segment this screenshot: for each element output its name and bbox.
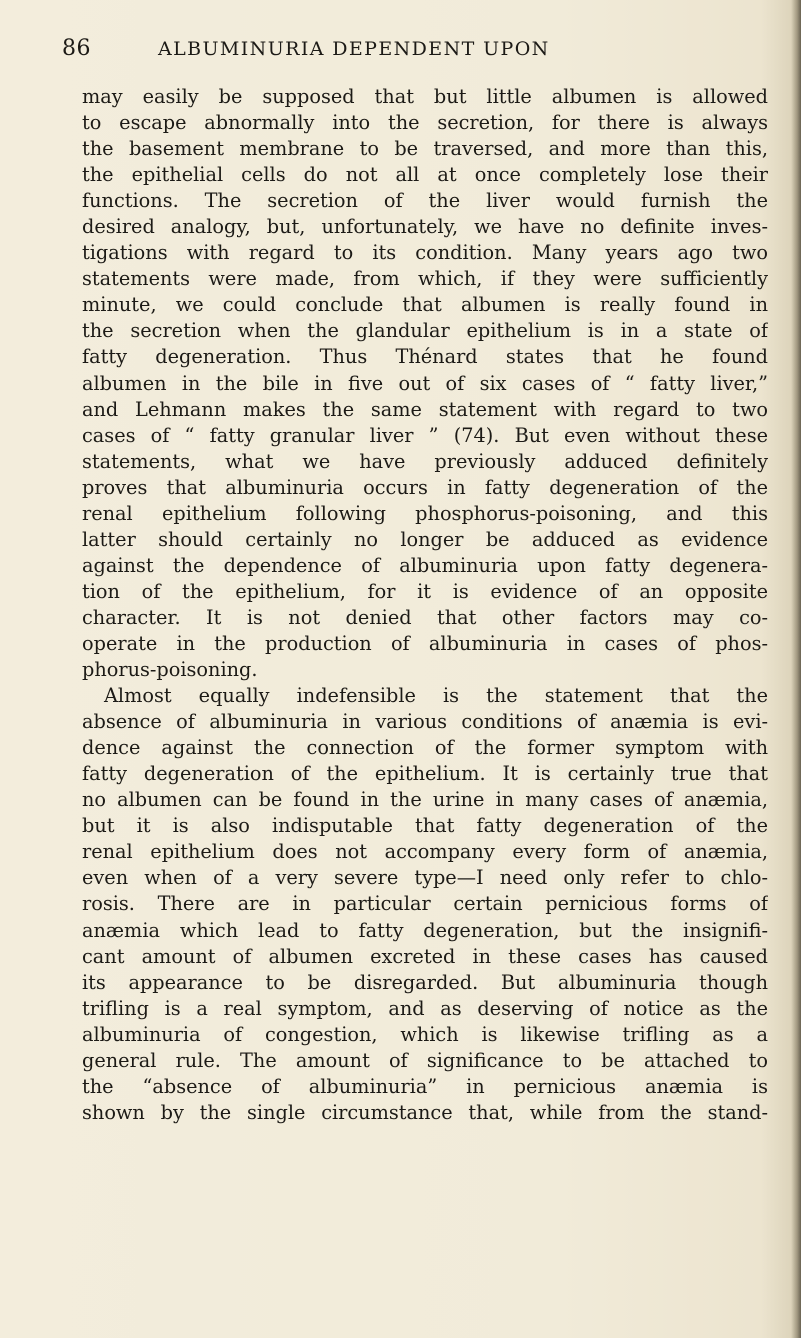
text-line: fatty degeneration. Thus Thénard states that he found xyxy=(82,345,768,369)
text-line: may easily be supposed that but little albumen is allowed xyxy=(82,85,768,108)
text-line: against the dependence of albuminuria upon fatty degenera- xyxy=(82,553,768,577)
text-line: renal epithelium following phosphorus-poisoning, and this xyxy=(82,501,768,525)
text-line: albumen in the bile in five out of six cases of “ fatty liver,” xyxy=(82,371,768,395)
text-line: shown by the single circumstance that, while from the stand- xyxy=(82,1100,768,1124)
body-text xyxy=(82,84,768,1126)
text-line: desired analogy, but, unfortunately, we have no definite inves- xyxy=(82,215,768,239)
text-line: dence against the connection of the former symptom with xyxy=(82,736,768,760)
running-title: ALBUMINURIA DEPENDENT UPON xyxy=(158,38,550,60)
text-line: cases of “ fatty granular liver ” (74). But even without these xyxy=(82,423,768,447)
text-line: statements, what we have previously adduced definitely xyxy=(82,449,768,473)
text-line: minute, we could conclude that albumen is really found in xyxy=(82,293,768,317)
text-line: operate in the production of albuminuria in cases of phos- xyxy=(82,631,768,655)
text-line: phorus-poisoning. xyxy=(82,658,258,682)
text-line: rosis. There are in particular certain pernicious forms of xyxy=(82,892,768,916)
page-number: 86 xyxy=(62,36,91,61)
text-line: character. It is not denied that other factors may co- xyxy=(82,605,768,629)
text-line: anæmia which lead to fatty degeneration, but the insignifi- xyxy=(82,918,768,942)
text-line: the secretion when the glandular epithelium is in a state of xyxy=(82,319,768,343)
text-line: and Lehmann makes the same statement with regard to two xyxy=(82,397,768,421)
text-line: tigations with regard to its condition. Many years ago two xyxy=(82,241,768,265)
page-edge-shadow xyxy=(791,0,801,1338)
page-header xyxy=(62,36,778,66)
text-line: latter should certainly no longer be adduced as evidence xyxy=(82,527,768,551)
text-line: the epithelial cells do not all at once completely lose their xyxy=(82,163,768,187)
text-line: statements were made, from which, if they were sufficiently xyxy=(82,267,768,291)
text-line: general rule. The amount of significance to be attached to xyxy=(82,1048,768,1072)
text-line: tion of the epithelium, for it is evidence of an opposite xyxy=(82,579,768,603)
text-line: no albumen can be found in the urine in many cases of anæmia, xyxy=(82,788,768,812)
text-line: proves that albuminuria occurs in fatty degeneration of the xyxy=(82,475,768,499)
text-line: the “absence of albuminuria” in pernicious anæmia is xyxy=(82,1074,768,1098)
text-line: even when of a very severe type—I need only refer to chlo- xyxy=(82,866,768,890)
text-line: its appearance to be disregarded. But albuminuria though xyxy=(82,970,768,994)
text-line: renal epithelium does not accompany every form of anæmia, xyxy=(82,840,768,864)
text-line: but it is also indisputable that fatty degeneration of the xyxy=(82,814,768,838)
text-line: functions. The secretion of the liver would furnish the xyxy=(82,189,768,213)
text-line: cant amount of albumen excreted in these cases has caused xyxy=(82,944,768,968)
text-line: Almost equally indefensible is the statement that the xyxy=(104,684,768,708)
text-line: to escape abnormally into the secretion, for there is always xyxy=(82,111,768,135)
text-line: fatty degeneration of the epithelium. It is certainly true that xyxy=(82,762,768,786)
text-line: trifling is a real symptom, and as deserving of notice as the xyxy=(82,996,768,1020)
text-line: the basement membrane to be traversed, and more than this, xyxy=(82,137,768,161)
text-line: absence of albuminuria in various conditions of anæmia is evi- xyxy=(82,710,768,734)
text-line: albuminuria of congestion, which is likewise trifling as a xyxy=(82,1022,768,1046)
